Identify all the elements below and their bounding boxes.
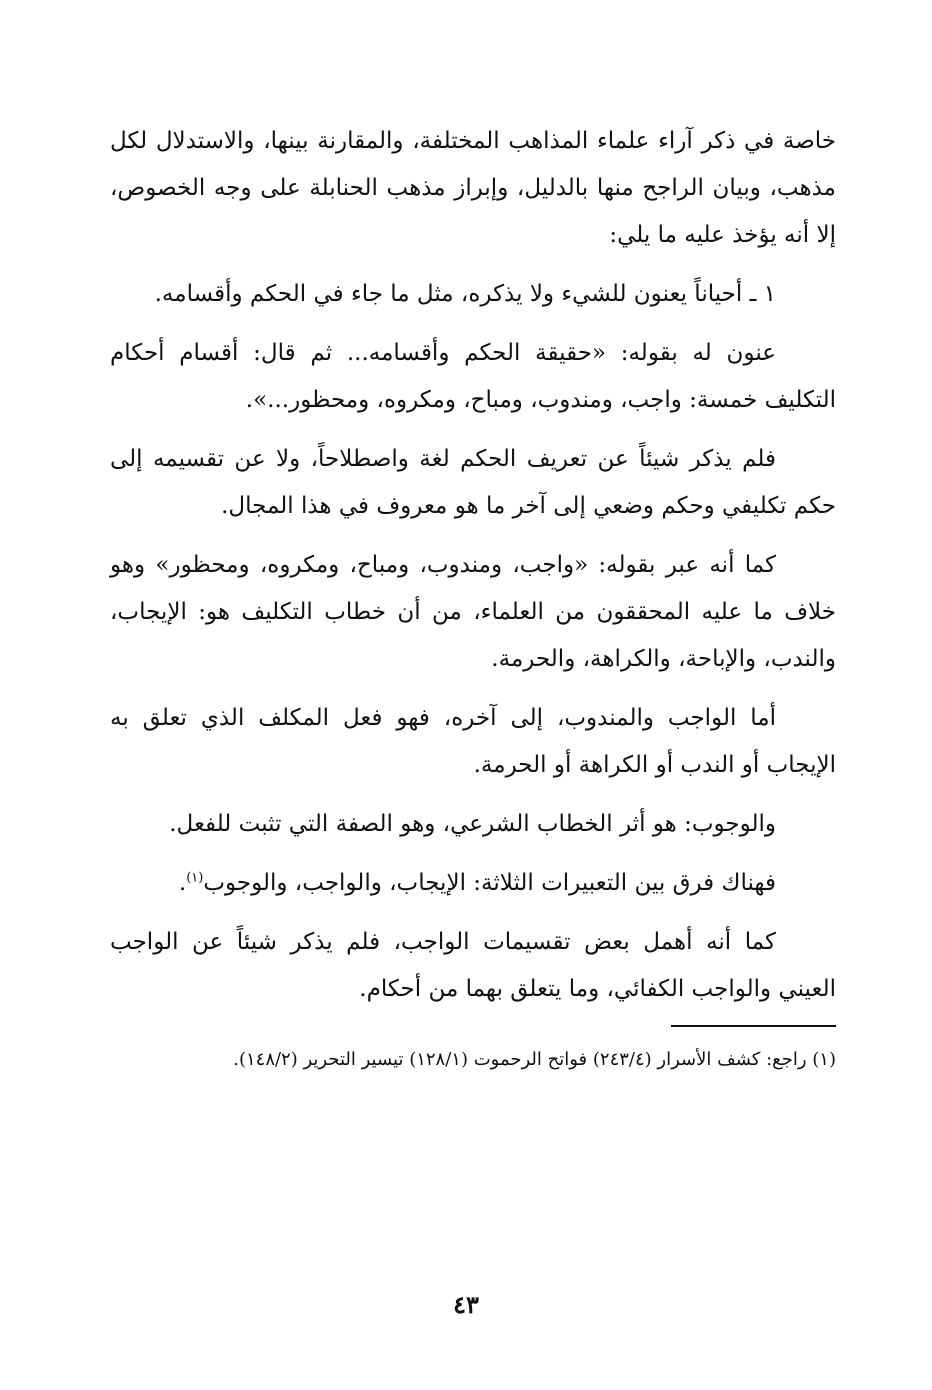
paragraph-intro: خاصة في ذكر آراء علماء المذاهب المختلفة، والمقارنة بينها، والاستدلال لكل مذهب، وبيان الراجح منها بالدليل، وإبراز مذهب الحنابلة على وجه الخصوص، إلا أنه يؤخذ عليه ما يلي: <box>110 128 836 248</box>
page-number: ٤٣ <box>453 1290 479 1319</box>
paragraph-point-1: ١ ـ أحياناً يعنون للشيء ولا يذكره، مثل ما جاء في الحكم وأقسامه. <box>154 281 776 307</box>
paragraph-neglect: كما أنه أهمل بعض تقسيمات الواجب، فلم يذكر شيئاً عن الواجب العيني والواجب الكفائي، وما يتعلق بهما من أحكام. <box>110 929 836 1002</box>
paragraph-wajib-mandub: أما الواجب والمندوب، إلى آخره، فهو فعل المكلف الذي تعلق به الإيجاب أو الندب أو الكراهة أو الحرمة. <box>110 705 836 778</box>
footnote-marker[interactable]: (١) <box>186 870 204 886</box>
paragraph-difference-text: فهناك فرق بين التعبيرات الثلاثة: الإيجاب، والواجب، والوجوب <box>203 870 776 896</box>
paragraph-wujub: والوجوب: هو أثر الخطاب الشرعي، وهو الصفة التي تثبت للفعل. <box>169 811 776 837</box>
paragraph-title-quote: عنون له بقوله: «حقيقة الحكم وأقسامه... ثم قال: أقسام أحكام التكليف خمسة: واجب، ومندوب، ومباح، ومكروه، ومحظور...». <box>110 340 836 413</box>
footnote-text: (١) راجع: كشف الأسرار (٢٤٣/٤) فواتح الرحموت (١٢٨/١) تيسير التحرير (١٤٨/٢). <box>233 1049 836 1070</box>
paragraph-no-definition: فلم يذكر شيئاً عن تعريف الحكم لغة واصطلاحاً، ولا عن تقسيمه إلى حكم تكليفي وحكم وضعي إلى آخر ما هو معروف في هذا المجال. <box>110 446 836 519</box>
paragraph-difference-end: . <box>178 870 187 896</box>
page-body <box>110 118 836 1079</box>
paragraph-expression: كما أنه عبر بقوله: «واجب، ومندوب، ومباح، ومكروه، ومحظور» وهو خلاف ما عليه المحققون من العلماء، من أن خطاب التكليف هو: الإيجاب، والندب، والإباحة، والكراهة، والحرمة. <box>110 552 836 672</box>
footnote-divider <box>671 1025 836 1027</box>
paragraph-difference <box>110 860 836 907</box>
